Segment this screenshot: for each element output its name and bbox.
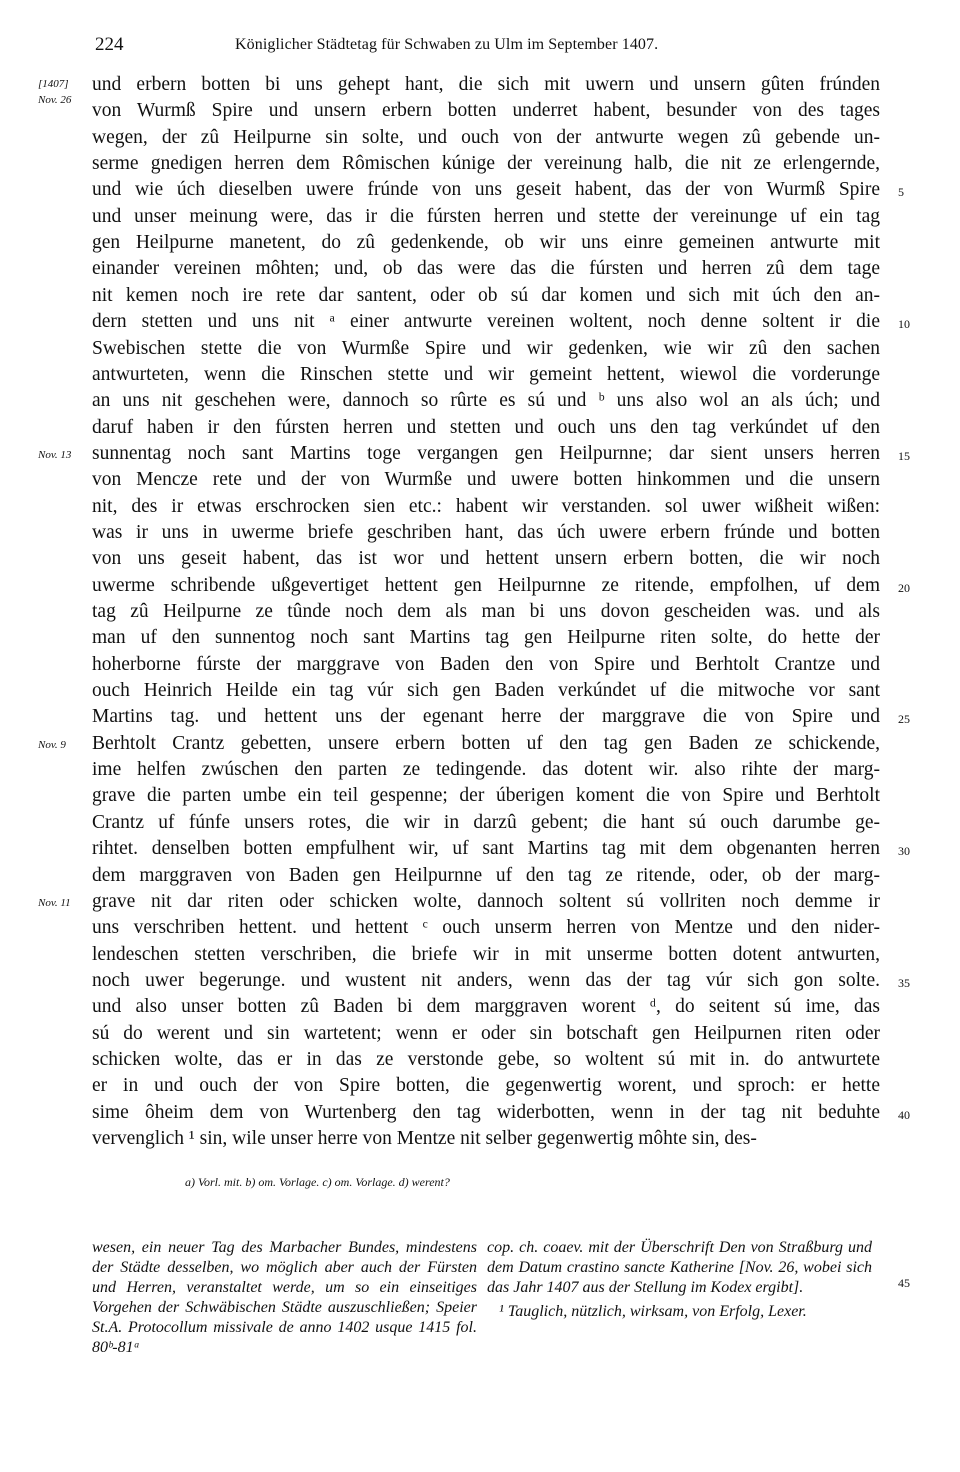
text-line-content: wegen, der zû Heilpurne sin solte, und ouch von der antwurte wegen zû gebende un- [92, 126, 880, 148]
text-line [92, 625, 880, 651]
text-line [92, 441, 880, 467]
text-line-content: von Wurmß Spire und unsern erbern botten underret habent, besunder von des tages [92, 100, 880, 122]
text-line-content: serme gnedigen herren dem Rômischen kúnige der vereinung halb, die nit ze erlengernde, [92, 153, 880, 175]
margin-date-note: Nov. 13 [38, 448, 72, 461]
line-number: 10 [898, 317, 910, 332]
text-line-content: von uns geseit habent, das ist wor und hettent unsern erbern botten, die wir noch [92, 548, 880, 570]
text-line-content: und unser meinung were, das ir die fúrsten herren und stette der vereinunge uf ein tag [92, 205, 880, 227]
margin-date-note: Nov. 11 [38, 896, 71, 909]
text-line-content: dern stetten und uns nit ᵃ einer antwurte vereinen woltent, noch denne soltent ir die [92, 311, 880, 333]
text-line-content: an uns nit geschehen were, dannoch so rûrte es sú und ᵇ uns also wol an als úch; und [92, 390, 880, 412]
text-line [92, 72, 880, 98]
text-line-content: man uf den sunnentog noch sant Martins tag gen Heilpurne riten solte, do hette der [92, 627, 880, 649]
text-line-content: vervenglich ¹ sin, wile unser herre von Mentze nit selber gegenwertig môhte sin, des- [92, 1128, 757, 1149]
text-line-content: von Mencze rete und der von Wurmße und uwere botten hinkommen und die unsern [92, 469, 880, 491]
text-line [92, 309, 880, 335]
text-line-content: uwerme schribende ußgevertiget hettent gen Heilpurnne ze ritende, empfolhen, uf dem [92, 574, 880, 596]
text-line-content: Martins tag. und hettent uns der egenant herre der marggrave die von Spire und [92, 706, 880, 728]
text-line-content: sime ôheim dem von Wurtenberg den tag widerbotten, wenn in der tag nit beduhte [92, 1101, 880, 1123]
text-line-content: nit kemen noch ire rete dar santent, oder ob sú dar komen und sich mit úch den an- [92, 284, 880, 306]
text-line-content: ime helfen zwúschen den parten ze tedingende. das dotent wir. also rihte der marg- [92, 759, 880, 781]
text-line [92, 151, 880, 177]
text-line [92, 98, 880, 124]
text-line [92, 415, 880, 441]
footnote-1: ¹ Tauglich, nützlich, wirksam, von Erfolg, Lexer. [499, 1303, 807, 1320]
text-line [92, 204, 880, 230]
line-number: 5 [898, 185, 904, 200]
line-number-45: 45 [898, 1276, 910, 1290]
text-line-content: noch uwer begerunge. und wustent nit anders, wenn das der tag vúr sich gon solte. [92, 969, 880, 991]
text-line [92, 757, 880, 783]
text-line-content: dem marggraven von Baden gen Heilpurnne uf den tag ze ritende, oder, ob der marg- [92, 864, 880, 886]
text-line [92, 889, 880, 915]
text-line [92, 1126, 880, 1152]
line-number: 35 [898, 975, 910, 990]
note-right-text: cop. ch. coaev. mit der Überschrift Den von Straßburg und dem Datum crastino sancte Katherine [Nov. 26, wobei sich das Jahr 1407 aus der Stellung im Kodex ergibt]. [487, 1239, 872, 1296]
text-line [92, 915, 880, 941]
line-number: 15 [898, 448, 910, 463]
text-line-content: antwurteten, wenn die Rinschen stette und wir gemeint hettent, wiewol die vorderunge [92, 363, 880, 385]
text-line-content: und also unser botten zû Baden bi dem marggraven worent ᵈ, do seitent sú ime, das [92, 996, 880, 1018]
text-line [92, 968, 880, 994]
editorial-notes-right [487, 1238, 872, 1322]
text-line [92, 494, 880, 520]
text-line [92, 1073, 880, 1099]
text-line [92, 810, 880, 836]
margin-date-note: Nov. 26 [38, 94, 72, 107]
text-line-content: was ir uns in uwerme briefe geschriben hant, das úch uwere erbern frúnde und botten [92, 521, 880, 543]
text-line [92, 599, 880, 625]
text-line-content: und erbern botten bi uns gehept hant, die sich mit uwern und unsern gûten frúnden [92, 74, 880, 95]
margin-date-note: [1407] [38, 78, 69, 90]
running-title: Königlicher Städtetag für Schwaben zu Ulm im September 1407. [235, 36, 659, 53]
note-left-text: wesen, ein neuer Tag des Marbacher Bundes, mindestens der Städte desselben, wo möglich aber auch der Fürsten und Herren, veranstaltet werde, um so ein einseitiges Vorgehen der Schwäbischen Städte auszuschließen; Speier St.A. Protocollum missivale de anno 1402 usque 1415 fol. 80ᵇ-81ᵃ [92, 1239, 477, 1356]
text-line [92, 678, 880, 704]
text-line-content: daruf haben ir den fúrsten herren und stetten und ouch uns den tag verkúndet uf den [92, 416, 880, 438]
text-line-content: grave die parten umbe ein teil gespenne; der úberigen koment die von Spire und Berhtolt [92, 785, 880, 807]
text-variants-footnote: a) Vorl. mit. b) om. Vorlage. c) om. Vorlage. d) werent? [185, 1175, 450, 1189]
text-line [92, 573, 880, 599]
text-line [92, 388, 880, 414]
text-line-content: und wie úch dieselben uwere frúnde von uns geseit habent, das der von Wurmß Spire [92, 179, 880, 201]
text-line [92, 546, 880, 572]
text-line [92, 520, 880, 546]
page-number: 224 [95, 34, 124, 55]
text-line [92, 1021, 880, 1047]
text-line [92, 177, 880, 203]
page-header [95, 34, 885, 62]
text-line [92, 230, 880, 256]
margin-date-note: Nov. 9 [38, 738, 66, 751]
text-line [92, 467, 880, 493]
line-number: 20 [898, 580, 910, 595]
line-number: 30 [898, 844, 910, 859]
text-line [92, 863, 880, 889]
editorial-notes-left [92, 1238, 477, 1358]
text-line-content: sú do werent und sin wartetent; wenn er oder sin botschaft gen Heilpurnen riten oder [92, 1022, 880, 1044]
text-line-content: schicken wolte, das er in das ze verstonde gebe, so woltent sú mit in. do antwurtete [92, 1048, 880, 1070]
text-line-content: Swebischen stette die von Wurmße Spire und wir gedenken, wie wir zû den sachen [92, 337, 880, 359]
text-line-content: uns verschriben hettent. und hettent ᶜ ouch unserm herren von Mentze und den nider- [92, 917, 880, 939]
text-line [92, 783, 880, 809]
text-line-content: Crantz uf fúnfe unsers rotes, die wir in darzû gebent; die hant sú ouch darumbe ge- [92, 811, 880, 833]
text-line [92, 994, 880, 1020]
text-line-content: ouch Heinrich Heilde ein tag vúr sich gen Baden verkúndet uf die mitwoche vor sant [92, 680, 880, 702]
text-line-content: lendeschen stetten verschriben, die briefe wir in mit unserme botten dotent antwurten, [92, 943, 880, 965]
text-line-content: tag zû Heilpurne ze tûnde noch dem als man bi uns dovon gescheiden was. und als [92, 601, 880, 622]
text-line [92, 125, 880, 151]
text-line-content: einander vereinen môhten; und, ob das were das die fúrsten und herren zû dem tage [92, 258, 880, 280]
line-number: 25 [898, 712, 910, 727]
text-line [92, 704, 880, 730]
text-line-content: Berhtolt Crantz gebetten, unsere erbern botten uf den tag gen Baden ze schickende, [92, 732, 880, 754]
line-number: 40 [898, 1107, 910, 1122]
text-line [92, 283, 880, 309]
text-line [92, 1100, 880, 1126]
text-line-content: rihtet. denselben botten empfulhent wir, uf sant Martins tag mit dem obgenanten herren [92, 838, 880, 860]
text-line-content: grave nit dar riten oder schicken wolte, dannoch soltent sú vollriten noch demme ir [92, 890, 880, 912]
text-line [92, 256, 880, 282]
text-line [92, 652, 880, 678]
text-line [92, 1047, 880, 1073]
text-line-content: er in und ouch der von Spire botten, die gegenwertig worent, und sproch: er hette [92, 1075, 880, 1097]
text-line [92, 336, 880, 362]
text-line [92, 731, 880, 757]
text-line [92, 836, 880, 862]
text-line-content: nit, des ir etwas erschrocken sien etc.: habent wir verstanden. sol uwer wißheit wißen: [92, 495, 880, 517]
text-line [92, 942, 880, 968]
text-line-content: sunnentag noch sant Martins toge vergangen gen Heilpurnne; dar sient unsers herren [92, 442, 880, 464]
text-line [92, 362, 880, 388]
text-line-content: gen Heilpurne manetent, do zû gedenkende, ob wir uns einre gemeinen antwurte mit [92, 232, 880, 254]
text-line-content: hoherborne fúrste der marggrave von Baden den von Spire und Berhtolt Crantze und [92, 653, 880, 675]
